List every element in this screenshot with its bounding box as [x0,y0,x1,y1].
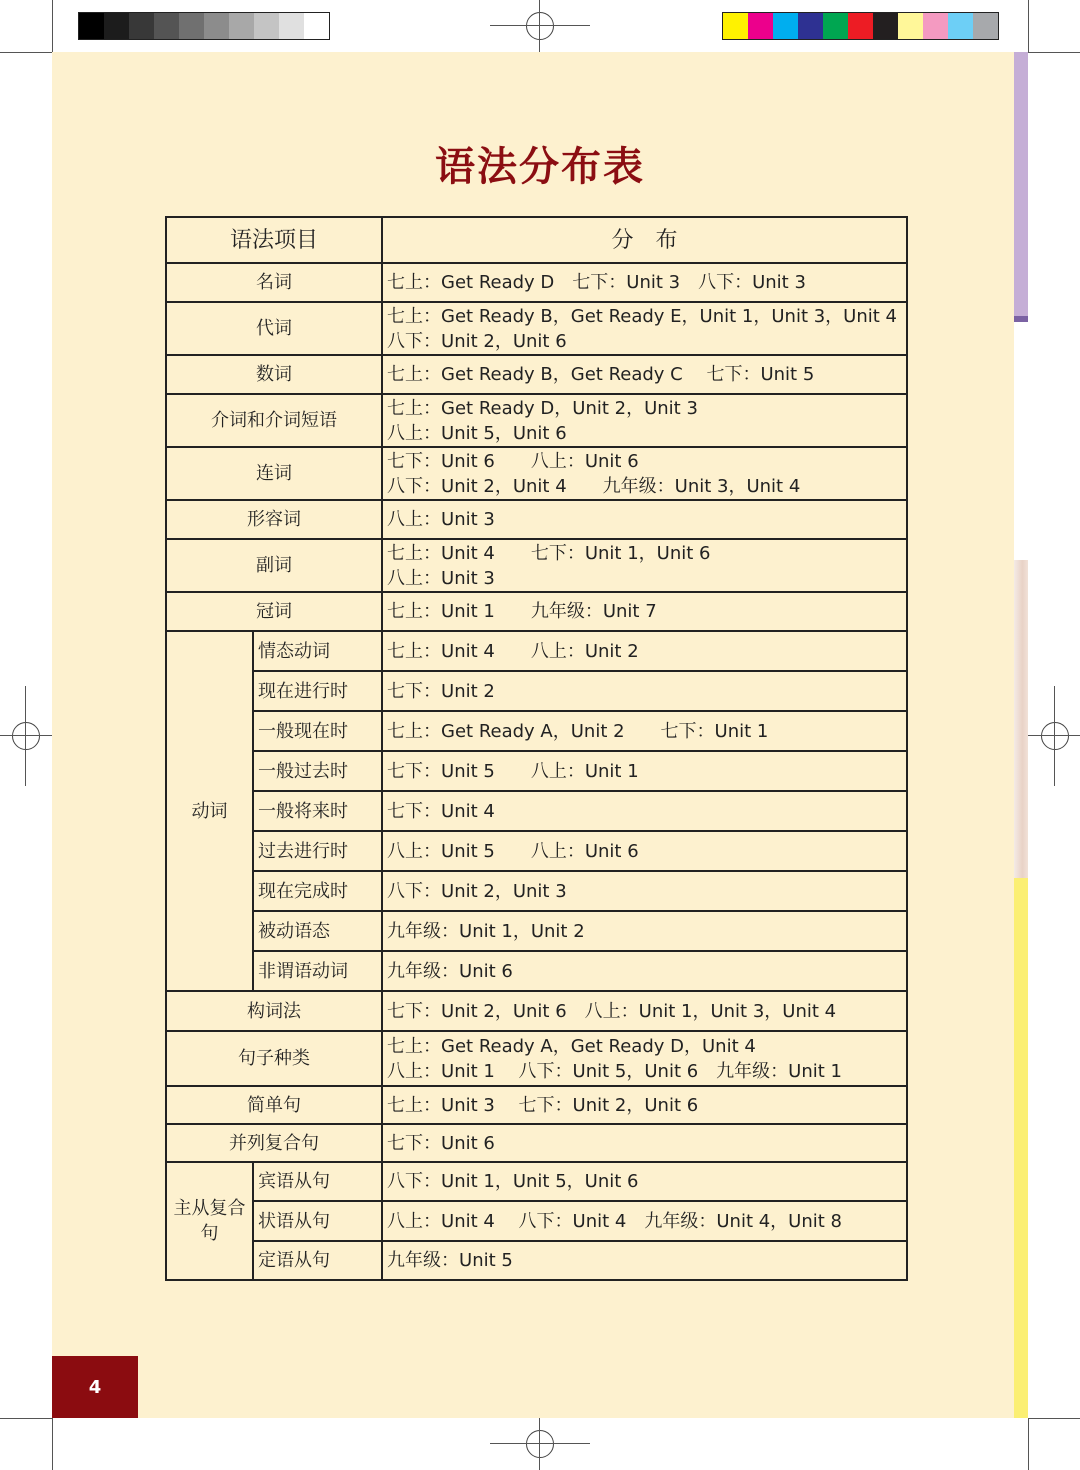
table-row [166,991,907,1031]
table-row [166,1124,907,1162]
color-swatch [873,13,898,39]
color-swatch [748,13,773,39]
crop-mark [0,52,52,53]
distribution-cell: 七上：Get Ready D，Unit 2，Unit 3 八上：Unit 5，Unit 6 [382,394,907,447]
grammar-item: 冠词 [166,592,382,631]
table-row [166,592,907,631]
distribution-cell: 七下：Unit 6 [382,1124,907,1162]
distribution-cell: 七下：Unit 5 八上：Unit 1 [382,751,907,791]
page-title: 语法分布表 [435,144,645,190]
table-row [166,871,907,911]
table-header-row [166,217,907,263]
color-swatch [304,13,329,39]
color-swatch [723,13,748,39]
verb-subitem: 现在完成时 [253,871,382,911]
clause-subitem: 宾语从句 [253,1162,382,1201]
clause-subitem: 定语从句 [253,1241,382,1280]
table-row [166,791,907,831]
crop-mark [490,25,590,26]
table-row [166,1241,907,1280]
edge-strip-photo [1014,560,1028,878]
distribution-cell: 九年级：Unit 6 [382,951,907,991]
verb-subitem: 被动语态 [253,911,382,951]
distribution-cell: 七上：Unit 1 九年级：Unit 7 [382,592,907,631]
crop-mark [25,686,26,786]
table-row [166,671,907,711]
cmyk-color-bar [722,12,999,40]
grammar-distribution-table [165,216,908,1281]
distribution-cell: 七上：Unit 3 七下：Unit 2，Unit 6 [382,1086,907,1124]
grammar-item: 名词 [166,263,382,302]
verb-subitem: 一般过去时 [253,751,382,791]
color-swatch [798,13,823,39]
grayscale-color-bar [78,12,330,40]
color-swatch [204,13,229,39]
distribution-cell: 八上：Unit 3 [382,500,907,539]
distribution-cell: 八下：Unit 1，Unit 5，Unit 6 [382,1162,907,1201]
grammar-item: 副词 [166,539,382,592]
color-swatch [179,13,204,39]
table-row [166,751,907,791]
distribution-cell: 七下：Unit 2 [382,671,907,711]
registration-mark-icon [1041,722,1069,750]
crop-mark [1028,0,1029,52]
color-swatch [948,13,973,39]
color-swatch [923,13,948,39]
distribution-cell: 七下：Unit 4 [382,791,907,831]
grammar-item: 数词 [166,355,382,394]
crop-mark [1028,1418,1080,1419]
complex-sentence-group-label: 主从复合句 [166,1162,253,1280]
header-grammar-item: 语法项目 [166,217,382,263]
verb-subitem: 现在进行时 [253,671,382,711]
verb-subitem: 情态动词 [253,631,382,671]
distribution-cell: 七上：Get Ready B，Get Ready E，Unit 1，Unit 3，Unit 4 八下：Unit 2，Unit 6 [382,302,907,355]
table-row [166,631,907,671]
distribution-cell: 七上：Unit 4 八上：Unit 2 [382,631,907,671]
grammar-item: 构词法 [166,991,382,1031]
crop-mark [1054,686,1055,786]
header-distribution: 分 布 [382,217,907,263]
table-row [166,911,907,951]
verb-subitem: 一般现在时 [253,711,382,751]
table-row [166,263,907,302]
distribution-cell: 九年级：Unit 5 [382,1241,907,1280]
table-row [166,711,907,751]
edge-strip-band [1014,316,1028,322]
registration-mark-icon [12,722,40,750]
crop-mark [0,1418,52,1419]
verb-subitem: 非谓语动词 [253,951,382,991]
distribution-cell: 八下：Unit 2，Unit 3 [382,871,907,911]
distribution-cell: 七上：Get Ready A，Unit 2 七下：Unit 1 [382,711,907,751]
distribution-cell: 七上：Get Ready D 七下：Unit 3 八下：Unit 3 [382,263,907,302]
table-row [166,355,907,394]
color-swatch [848,13,873,39]
grammar-item: 句子种类 [166,1031,382,1086]
distribution-cell: 七下：Unit 6 八上：Unit 6 八下：Unit 2，Unit 4 九年级：Unit 3，Unit 4 [382,447,907,500]
crop-mark [52,1418,53,1470]
grammar-item: 介词和介词短语 [166,394,382,447]
color-swatch [129,13,154,39]
distribution-cell: 八上：Unit 5 八上：Unit 6 [382,831,907,871]
table-row [166,951,907,991]
distribution-cell: 七下：Unit 2，Unit 6 八上：Unit 1，Unit 3，Unit 4 [382,991,907,1031]
table-row [166,831,907,871]
crop-mark [1028,52,1080,53]
table-row [166,1086,907,1124]
color-swatch [898,13,923,39]
verb-subitem: 过去进行时 [253,831,382,871]
distribution-cell: 七上：Get Ready B，Get Ready C 七下：Unit 5 [382,355,907,394]
verb-group-label: 动词 [166,631,253,991]
color-swatch [823,13,848,39]
crop-mark [0,735,52,736]
table-row [166,1162,907,1201]
color-swatch [254,13,279,39]
registration-mark-icon [526,12,554,40]
distribution-cell: 八上：Unit 4 八下：Unit 4 九年级：Unit 4，Unit 8 [382,1201,907,1241]
edge-strip-yellow [1014,878,1028,1418]
table-row [166,447,907,500]
color-swatch [279,13,304,39]
clause-subitem: 状语从句 [253,1201,382,1241]
color-swatch [229,13,254,39]
distribution-cell: 九年级：Unit 1，Unit 2 [382,911,907,951]
page-number-badge: 4 [52,1356,138,1418]
grammar-item: 并列复合句 [166,1124,382,1162]
grammar-item: 简单句 [166,1086,382,1124]
grammar-item: 代词 [166,302,382,355]
table-row [166,1201,907,1241]
color-swatch [104,13,129,39]
distribution-cell: 七上：Unit 4 七下：Unit 1，Unit 6 八上：Unit 3 [382,539,907,592]
crop-mark [1028,1418,1029,1470]
color-swatch [154,13,179,39]
distribution-cell: 七上：Get Ready A，Get Ready D，Unit 4 八上：Unit 1 八下：Unit 5，Unit 6 九年级：Unit 1 [382,1031,907,1086]
crop-mark [52,0,53,52]
table-row [166,500,907,539]
verb-subitem: 一般将来时 [253,791,382,831]
crop-mark [539,1418,540,1470]
grammar-item: 形容词 [166,500,382,539]
crop-mark [490,1443,590,1444]
crop-mark [539,0,540,52]
table-row [166,539,907,592]
color-swatch [79,13,104,39]
color-swatch [973,13,998,39]
registration-mark-icon [526,1430,554,1458]
color-swatch [773,13,798,39]
table-row [166,394,907,447]
grammar-item: 连词 [166,447,382,500]
table-row [166,302,907,355]
table-row [166,1031,907,1086]
